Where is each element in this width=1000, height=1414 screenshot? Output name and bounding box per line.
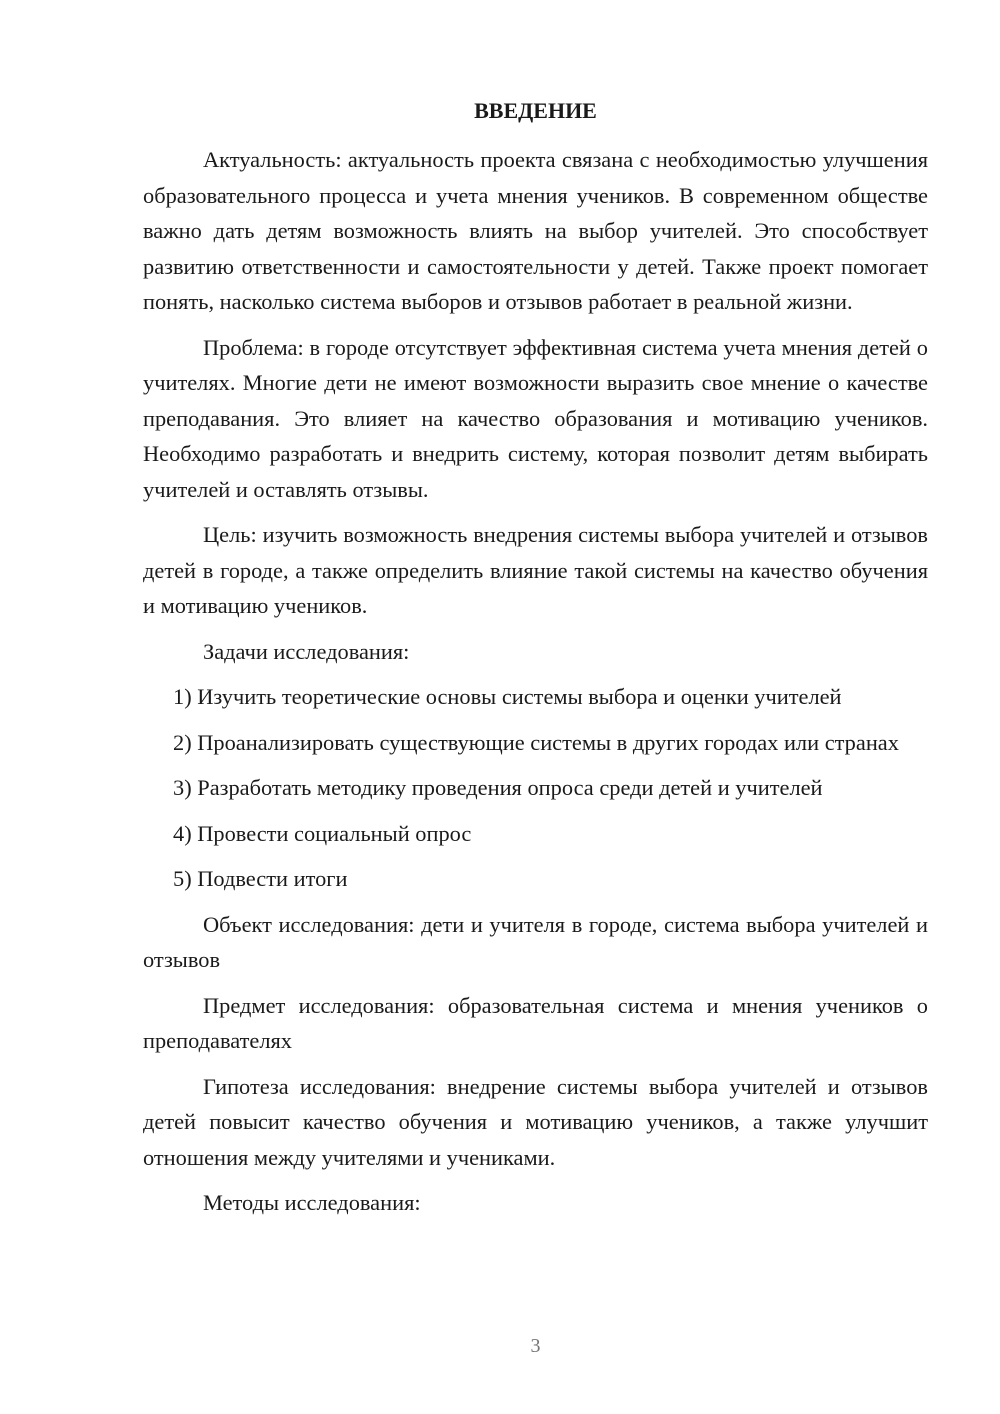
section-heading: ВВЕДЕНИЕ [474,98,597,123]
paragraph-hypothesis: Гипотеза исследования: внедрение системы выбора учителей и отзывов детей повысит качество обучения и мотивацию учеников, а также улучшит отношения между учителями и учениками. [143,1073,928,1170]
task-item-3: 3) Разработать методику проведения опроса среди детей и учителей [173,775,823,800]
document-body [143,142,928,1231]
paragraph-problem: Проблема: в городе отсутствует эффективная система учета мнения детей о учителях. Многие дети не имеют возможности выразить свое мнение о качестве преподавания. Это влияет на качество образования и мотивацию учеников. Необходимо разработать и внедрить систему, которая позволит детям выбирать учителей и оставлять отзывы. [143,334,928,502]
page-number: 3 [530,1335,541,1357]
paragraph-goal: Цель: изучить возможность внедрения системы выбора учителей и отзывов детей в городе, а также определить влияние такой системы на качество обучения и мотивацию учеников. [143,522,928,618]
paragraph-object: Объект исследования: дети и учителя в городе, система выбора учителей и отзывов [143,911,928,972]
paragraph-tasks-heading: Задачи исследования: [203,638,410,664]
task-item-2: 2) Проанализировать существующие системы в других городах или странах [173,729,899,755]
task-item-4: 4) Провести социальный опрос [173,820,472,846]
task-item-5: 5) Подвести итоги [173,866,348,891]
document-page [143,0,928,1414]
paragraph-subject: Предмет исследования: образовательная система и мнения учеников о преподавателях [143,992,928,1053]
task-item-1: 1) Изучить теоретические основы системы выбора и оценки учителей [173,684,842,709]
paragraph-methods: Методы исследования: [203,1190,421,1215]
paragraph-relevance: Актуальность: актуальность проекта связана с необходимостью улучшения образовательного процесса и учета мнения учеников. В современном обществе важно дать детям возможность влиять на выбор учителей. Это способствует развитию ответственности и самостоятельности у детей. Также проект помогает понять, насколько система выборов и отзывов работает в реальной жизни. [143,147,928,314]
